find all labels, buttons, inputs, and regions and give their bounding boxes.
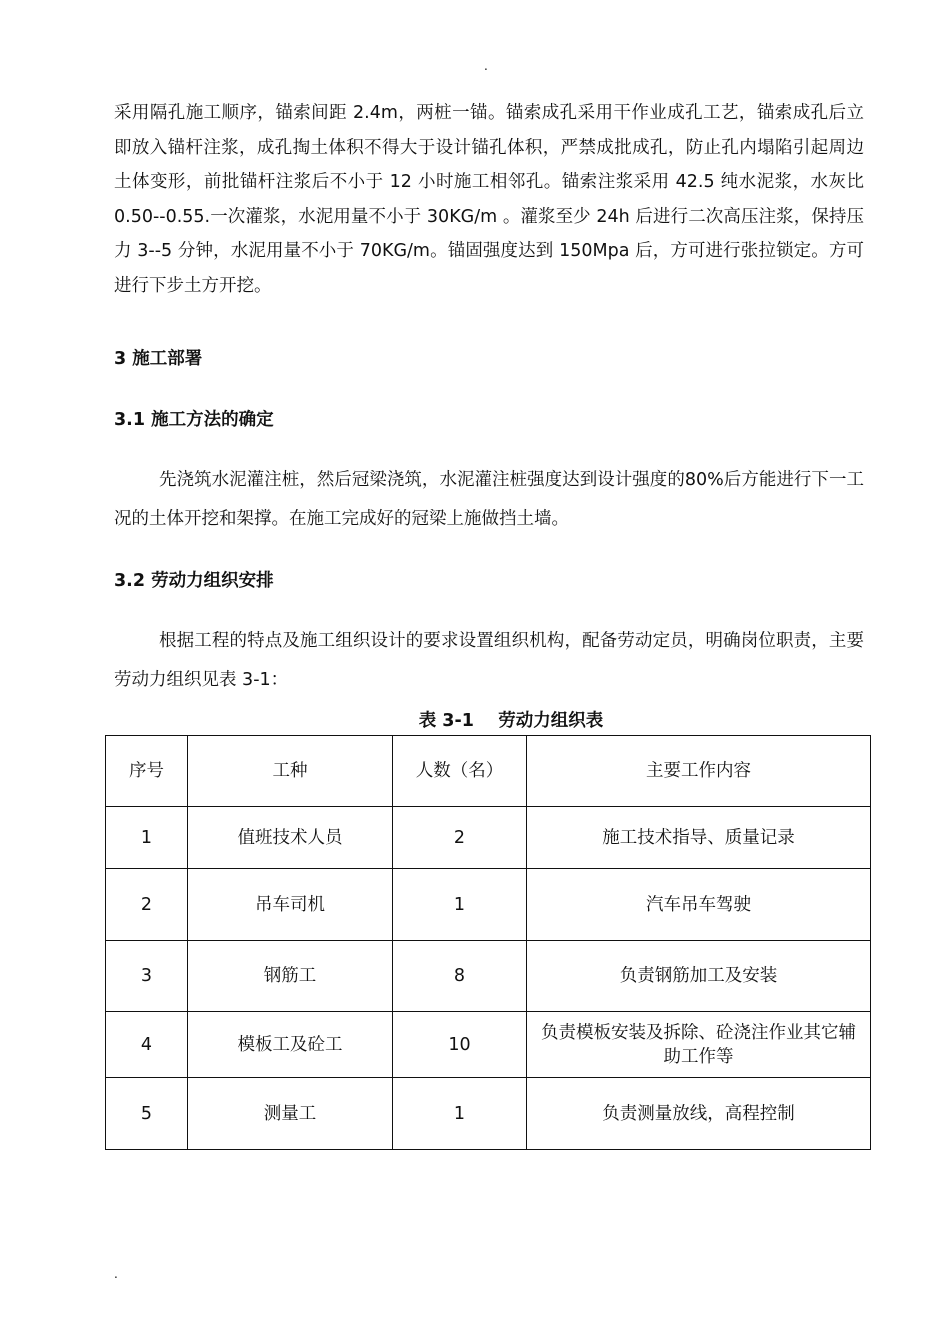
table-row — [106, 941, 871, 1012]
table-row — [106, 807, 871, 869]
cell-headcount: 8 — [393, 941, 527, 1012]
cell-number: 4 — [106, 1012, 188, 1078]
cell-number: 1 — [106, 807, 188, 869]
cell-trade: 测量工 — [188, 1078, 393, 1150]
table-row — [106, 1012, 871, 1078]
cell-number: 2 — [106, 869, 188, 941]
cell-headcount: 1 — [393, 1078, 527, 1150]
table-header-row — [106, 736, 871, 807]
table-row — [106, 869, 871, 941]
cell-headcount: 2 — [393, 807, 527, 869]
cell-duties: 负责测量放线，高程控制 — [527, 1078, 871, 1150]
table-row — [106, 1078, 871, 1150]
footer-mark: . — [114, 1267, 118, 1281]
header-cell-duties: 主要工作内容 — [527, 736, 871, 807]
cell-headcount: 1 — [393, 869, 527, 941]
cell-duties: 汽车吊车驾驶 — [527, 869, 871, 941]
cell-duties: 施工技术指导、质量记录 — [527, 807, 871, 869]
table-title: 表 3-1 劳动力组织表 — [418, 711, 604, 731]
section-heading-3-1: 3.1 施工方法的确定 — [114, 410, 274, 430]
labor-organization-table — [105, 735, 871, 1150]
cell-trade: 模板工及砼工 — [188, 1012, 393, 1078]
labor-organization-paragraph: 根据工程的特点及施工组织设计的要求设置组织机构，配备劳动定员，明确岗位职责，主要劳动力组织见表 3-1： — [114, 631, 864, 690]
header-cell-number: 序号 — [106, 736, 188, 807]
cell-number: 3 — [106, 941, 188, 1012]
cell-trade: 值班技术人员 — [188, 807, 393, 869]
cell-number: 5 — [106, 1078, 188, 1150]
cell-headcount: 10 — [393, 1012, 527, 1078]
cell-duties: 负责模板安装及拆除、砼浇注作业其它辅助工作等 — [527, 1012, 871, 1078]
header-cell-trade: 工种 — [188, 736, 393, 807]
header-cell-headcount: 人数（名） — [393, 736, 527, 807]
anchor-process-paragraph: 采用隔孔施工顺序，锚索间距 2.4m，两桩一锚。锚索成孔采用干作业成孔工艺，锚索成孔后立即放入锚杆注浆，成孔掏土体积不得大于设计锚孔体积，严禁成批成孔，防止孔内塌陷引起周边土体变形，前批锚杆注浆后不小于 12 小时施工相邻孔。锚索注浆采用 42.5 纯水泥浆，水灰比 0.50--0.55.一次灌浆，水泥用量不小于 30KG/m 。灌浆至少 24h 后进行二次高压注浆，保持压力 3--5 分钟，水泥用量不小于 70KG/m。锚固强度达到 150Mpa 后，方可进行张拉锁定。方可进行下步土方开挖。 — [114, 103, 864, 296]
header-mark: . — [484, 59, 488, 73]
cell-trade: 钢筋工 — [188, 941, 393, 1012]
section-heading-3-2: 3.2 劳动力组织安排 — [114, 571, 274, 591]
cell-duties: 负责钢筋加工及安装 — [527, 941, 871, 1012]
construction-method-paragraph: 先浇筑水泥灌注桩，然后冠梁浇筑，水泥灌注桩强度达到设计强度的80%后方能进行下一工况的土体开挖和架撑。在施工完成好的冠梁上施做挡土墙。 — [114, 470, 864, 529]
cell-trade: 吊车司机 — [188, 869, 393, 941]
section-heading-3: 3 施工部署 — [114, 349, 203, 369]
